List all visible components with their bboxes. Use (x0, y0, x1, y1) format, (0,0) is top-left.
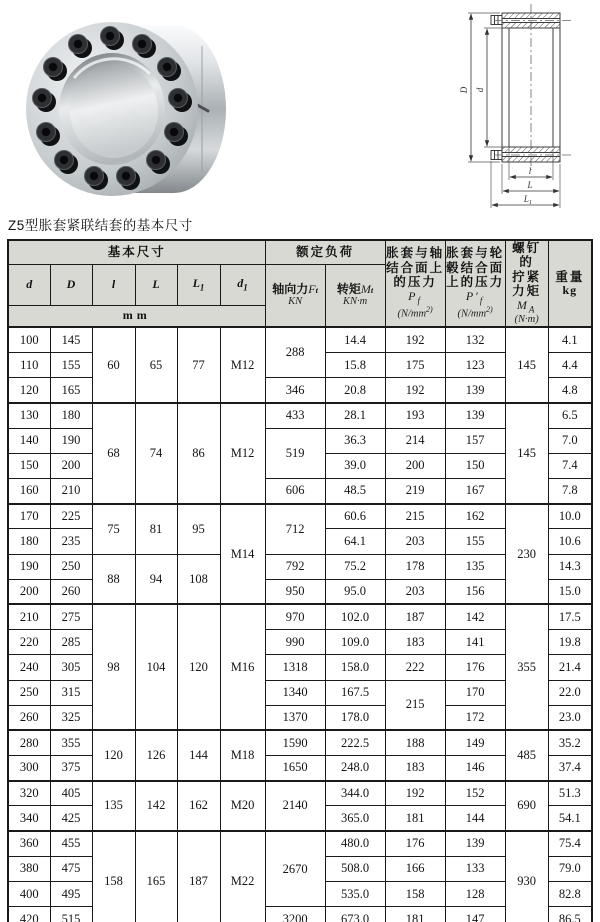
cell-d1: M22 (220, 831, 265, 922)
cell-L: 165 (135, 831, 177, 922)
cell-D: 475 (50, 856, 92, 881)
cell-d1: M16 (220, 604, 265, 730)
cell-d: 250 (8, 680, 50, 705)
cell-d: 160 (8, 479, 50, 504)
cell-MA: 930 (505, 831, 548, 922)
cell-D: 145 (50, 327, 92, 352)
cell-kg: 37.4 (548, 756, 592, 781)
header-rated-load: 额定负荷 (265, 240, 385, 264)
cell-M: 28.1 (325, 403, 385, 428)
cell-d: 280 (8, 730, 50, 755)
table-row (8, 781, 592, 806)
cell-F: 1650 (265, 756, 325, 781)
cell-F: 346 (265, 378, 325, 403)
dim-label-L1: $L_1$ (523, 194, 533, 206)
cell-d: 180 (8, 529, 50, 554)
cell-d1: M12 (220, 403, 265, 504)
col-header-pressure-shaft: 胀套与轴 结合面上 的压力 $P_f$ ($N/mm^{2)}$ (385, 240, 445, 327)
cell-d: 140 (8, 428, 50, 453)
cell-Ph: 176 (445, 655, 505, 680)
cell-Ph: 146 (445, 756, 505, 781)
cell-F: 970 (265, 604, 325, 629)
cell-kg: 54.1 (548, 806, 592, 831)
table-row (8, 831, 592, 856)
cell-M: 109.0 (325, 630, 385, 655)
cell-M: 60.6 (325, 504, 385, 529)
cell-M: 365.0 (325, 806, 385, 831)
cell-M: 248.0 (325, 756, 385, 781)
unit-row-mm: mm (8, 305, 265, 327)
table-row (8, 604, 592, 629)
table-row (8, 504, 592, 529)
cell-F: 519 (265, 428, 325, 478)
cell-D: 180 (50, 403, 92, 428)
cell-d: 260 (8, 705, 50, 730)
cell-d: 240 (8, 655, 50, 680)
cell-Pf: 222 (385, 655, 445, 680)
cell-kg: 79.0 (548, 856, 592, 881)
cell-D: 275 (50, 604, 92, 629)
col-header-weight: 重量 kg (548, 240, 592, 327)
col-header-l: l (92, 264, 135, 305)
cell-kg: 51.3 (548, 781, 592, 806)
cell-Pf: 203 (385, 529, 445, 554)
cell-M: 48.5 (325, 479, 385, 504)
cell-F: 3200 (265, 907, 325, 922)
cell-d: 120 (8, 378, 50, 403)
cell-kg: 17.5 (548, 604, 592, 629)
cell-M: 480.0 (325, 831, 385, 856)
cell-M: 508.0 (325, 856, 385, 881)
cell-F: 606 (265, 479, 325, 504)
cell-F: 433 (265, 403, 325, 428)
cell-M: 167.5 (325, 680, 385, 705)
cell-d: 400 (8, 882, 50, 907)
cell-F: 990 (265, 630, 325, 655)
cell-Ph: 157 (445, 428, 505, 453)
cell-Pf: 183 (385, 630, 445, 655)
cell-d: 200 (8, 579, 50, 604)
cell-Ph: 155 (445, 529, 505, 554)
cell-d: 320 (8, 781, 50, 806)
col-header-L: L (135, 264, 177, 305)
screw-top (491, 16, 502, 25)
cell-M: 15.8 (325, 353, 385, 378)
cell-D: 305 (50, 655, 92, 680)
cell-Pf: 192 (385, 781, 445, 806)
cell-d: 130 (8, 403, 50, 428)
cell-M: 158.0 (325, 655, 385, 680)
cell-Pf: 181 (385, 907, 445, 922)
cell-D: 315 (50, 680, 92, 705)
cell-Pf: 188 (385, 730, 445, 755)
cell-Pf: 176 (385, 831, 445, 856)
cell-d: 100 (8, 327, 50, 352)
cell-D: 260 (50, 579, 92, 604)
section-drawing (442, 0, 600, 216)
table-row (8, 554, 592, 579)
cell-kg: 35.2 (548, 730, 592, 755)
col-header-tightening-torque: 螺钉的 拧紧 力矩 $M_A$ (N·m) (505, 240, 548, 327)
cell-D: 155 (50, 353, 92, 378)
cell-L1: 86 (177, 403, 220, 504)
cell-L: 74 (135, 403, 177, 504)
cell-Pf: 219 (385, 479, 445, 504)
cell-D: 250 (50, 554, 92, 579)
cell-Pf: 192 (385, 378, 445, 403)
cell-l: 88 (92, 554, 135, 604)
cell-d1: M12 (220, 327, 265, 403)
cell-l: 158 (92, 831, 135, 922)
cell-F: 1318 (265, 655, 325, 680)
cell-l: 75 (92, 504, 135, 554)
cell-D: 375 (50, 756, 92, 781)
cell-Pf: 187 (385, 604, 445, 629)
cell-kg: 10.0 (548, 504, 592, 529)
cell-L1: 120 (177, 604, 220, 730)
cell-D: 210 (50, 479, 92, 504)
cell-Ph: 128 (445, 882, 505, 907)
cell-F: 712 (265, 504, 325, 554)
cell-l: 135 (92, 781, 135, 831)
cell-Ph: 123 (445, 353, 505, 378)
table-row (8, 403, 592, 428)
cell-L: 104 (135, 604, 177, 730)
cell-D: 455 (50, 831, 92, 856)
cell-Pf: 214 (385, 428, 445, 453)
col-header-d1: $d_1$ (220, 264, 265, 305)
cell-D: 165 (50, 378, 92, 403)
col-header-d: d (8, 264, 50, 305)
cell-F: 950 (265, 579, 325, 604)
cell-Ph: 139 (445, 403, 505, 428)
cell-kg: 82.8 (548, 882, 592, 907)
cell-F: 2670 (265, 831, 325, 907)
cell-Pf: 158 (385, 882, 445, 907)
cell-D: 190 (50, 428, 92, 453)
cell-Pf: 181 (385, 806, 445, 831)
cell-d: 380 (8, 856, 50, 881)
cell-Pf: 183 (385, 756, 445, 781)
cell-D: 225 (50, 504, 92, 529)
cell-kg: 7.8 (548, 479, 592, 504)
cell-d: 150 (8, 453, 50, 478)
cell-Ph: 132 (445, 327, 505, 352)
header-basic-dimensions: 基本尺寸 (8, 240, 265, 264)
cell-L1: 187 (177, 831, 220, 922)
cell-Ph: 133 (445, 856, 505, 881)
cell-L: 65 (135, 327, 177, 403)
cell-M: 36.3 (325, 428, 385, 453)
table-row (8, 327, 592, 352)
cell-L: 126 (135, 730, 177, 780)
cell-L1: 162 (177, 781, 220, 831)
cell-Ph: 152 (445, 781, 505, 806)
cell-M: 75.2 (325, 554, 385, 579)
dim-label-D: D (459, 86, 469, 94)
cell-d: 340 (8, 806, 50, 831)
cell-kg: 75.4 (548, 831, 592, 856)
cell-F: 1590 (265, 730, 325, 755)
cell-M: 64.1 (325, 529, 385, 554)
table-row (8, 730, 592, 755)
cell-d1: M14 (220, 504, 265, 605)
cell-kg: 14.3 (548, 554, 592, 579)
cell-D: 515 (50, 907, 92, 922)
cell-Ph: 139 (445, 831, 505, 856)
cell-M: 535.0 (325, 882, 385, 907)
cell-Ph: 149 (445, 730, 505, 755)
cell-d: 300 (8, 756, 50, 781)
cell-d: 110 (8, 353, 50, 378)
cell-Ph: 139 (445, 378, 505, 403)
cell-Ph: 147 (445, 907, 505, 922)
cell-L: 94 (135, 554, 177, 604)
cell-D: 285 (50, 630, 92, 655)
cell-M: 14.4 (325, 327, 385, 352)
cell-L: 142 (135, 781, 177, 831)
cell-L: 81 (135, 504, 177, 554)
cell-Pf: 200 (385, 453, 445, 478)
cell-Ph: 141 (445, 630, 505, 655)
cell-D: 235 (50, 529, 92, 554)
cell-Pf: 215 (385, 504, 445, 529)
cell-kg: 23.0 (548, 705, 592, 730)
cell-MA: 145 (505, 403, 548, 504)
cell-M: 39.0 (325, 453, 385, 478)
cell-d: 420 (8, 907, 50, 922)
col-header-L1: $L_1$ (177, 264, 220, 305)
cell-MA: 485 (505, 730, 548, 780)
cell-kg: 21.4 (548, 655, 592, 680)
cell-l: 98 (92, 604, 135, 730)
col-header-pressure-hub: 胀套与轮 毂结合面 上的压力 $P'_f$ ($N/mm^{2)}$ (445, 240, 505, 327)
cell-kg: 86.5 (548, 907, 592, 922)
cell-Ph: 162 (445, 504, 505, 529)
cell-d: 170 (8, 504, 50, 529)
cell-Pf: 175 (385, 353, 445, 378)
cell-MA: 690 (505, 781, 548, 831)
cell-d1: M20 (220, 781, 265, 831)
page-title: Z5型胀套紧联结套的基本尺寸 (8, 218, 193, 233)
cell-M: 20.8 (325, 378, 385, 403)
cell-d1: M18 (220, 730, 265, 780)
cell-F: 792 (265, 554, 325, 579)
cell-kg: 7.4 (548, 453, 592, 478)
cell-L1: 144 (177, 730, 220, 780)
cell-F: 1370 (265, 705, 325, 730)
cell-kg: 4.1 (548, 327, 592, 352)
cell-kg: 4.8 (548, 378, 592, 403)
sleeve-outline (502, 13, 560, 162)
cell-Ph: 135 (445, 554, 505, 579)
cell-M: 344.0 (325, 781, 385, 806)
cell-Pf: 215 (385, 680, 445, 730)
cell-F: 1340 (265, 680, 325, 705)
dimension-table (7, 239, 593, 922)
cell-l: 60 (92, 327, 135, 403)
dim-label-d: d (475, 87, 485, 93)
cell-M: 222.5 (325, 730, 385, 755)
cell-Ph: 150 (445, 453, 505, 478)
col-header-torque: 转矩Mt KN·m (325, 264, 385, 327)
cell-kg: 6.5 (548, 403, 592, 428)
cell-M: 178.0 (325, 705, 385, 730)
cell-D: 355 (50, 730, 92, 755)
cell-L1: 108 (177, 554, 220, 604)
cell-kg: 19.8 (548, 630, 592, 655)
product-photo (14, 8, 240, 208)
cell-l: 68 (92, 403, 135, 504)
cell-d: 190 (8, 554, 50, 579)
dim-label-l: l (528, 166, 532, 176)
cell-Pf: 192 (385, 327, 445, 352)
cell-Ph: 170 (445, 680, 505, 705)
cell-Ph: 142 (445, 604, 505, 629)
cell-l: 120 (92, 730, 135, 780)
cell-Ph: 172 (445, 705, 505, 730)
cell-L1: 95 (177, 504, 220, 554)
cell-Pf: 203 (385, 579, 445, 604)
cell-MA: 355 (505, 604, 548, 730)
cell-L1: 77 (177, 327, 220, 403)
cell-M: 102.0 (325, 604, 385, 629)
cell-D: 200 (50, 453, 92, 478)
cell-Pf: 178 (385, 554, 445, 579)
cell-F: 2140 (265, 781, 325, 831)
cell-D: 405 (50, 781, 92, 806)
cell-kg: 15.0 (548, 579, 592, 604)
cell-Pf: 193 (385, 403, 445, 428)
col-header-axial-force: 轴向力Ft KN (265, 264, 325, 327)
cell-M: 95.0 (325, 579, 385, 604)
cell-Ph: 156 (445, 579, 505, 604)
cell-kg: 22.0 (548, 680, 592, 705)
cell-d: 220 (8, 630, 50, 655)
cell-D: 495 (50, 882, 92, 907)
cell-D: 425 (50, 806, 92, 831)
cell-kg: 7.0 (548, 428, 592, 453)
cell-d: 360 (8, 831, 50, 856)
dim-label-L: L (527, 180, 533, 190)
col-header-D: D (50, 264, 92, 305)
cell-kg: 10.6 (548, 529, 592, 554)
cell-D: 325 (50, 705, 92, 730)
cell-Pf: 166 (385, 856, 445, 881)
centerlines (494, 4, 574, 170)
cell-F: 288 (265, 327, 325, 377)
cell-d: 210 (8, 604, 50, 629)
cell-MA: 230 (505, 504, 548, 605)
cell-MA: 145 (505, 327, 548, 403)
cell-Ph: 144 (445, 806, 505, 831)
cell-kg: 4.4 (548, 353, 592, 378)
cell-Ph: 167 (445, 479, 505, 504)
cell-M: 673.0 (325, 907, 385, 922)
